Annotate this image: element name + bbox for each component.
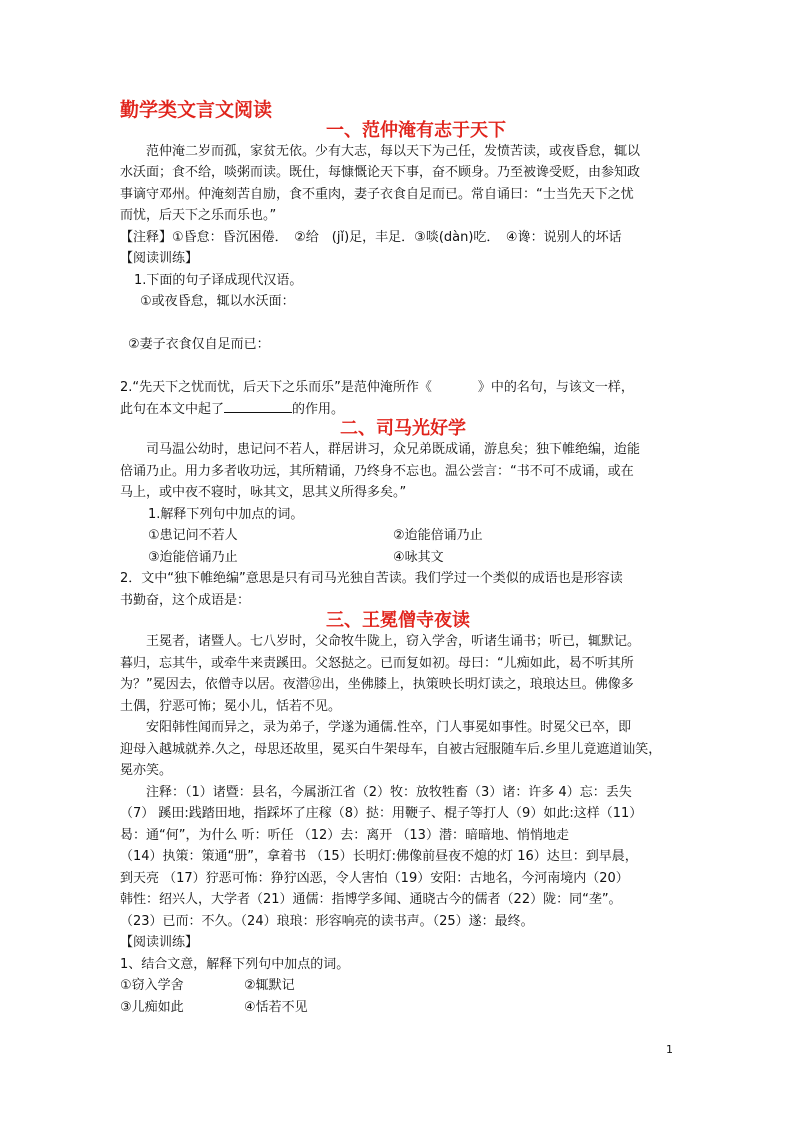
- question-2-part1: 2.“先天下之忧而忧，后天下之乐而乐”是范仲淹所作《: [120, 380, 432, 395]
- question-1: 1.解释下列句中加点的词。: [148, 507, 304, 522]
- passage-line: 司马温公幼时，患记问不若人，群居讲习，众兄弟既成诵，游息矣；独下帷绝编，迨能: [146, 442, 641, 457]
- passage-line: 水沃面；食不给，啖粥而读。既仕，每慷慨论天下事，奋不顾身。乃至被谗受贬，由参知政: [120, 165, 641, 180]
- note-line: （7） 蹊田:践踏田地，指踩坏了庄稼（8）挞：用鞭子、棍子等打人（9）如此:这样（11）: [120, 806, 643, 821]
- passage-line: 土偶，狞恶可怖；冕小儿，恬若不见。: [120, 699, 342, 714]
- passage-line: 事谪守邓州。仲淹刻苦自励，食不重肉，妻子衣食自足而已。常自诵曰：“士当先天下之忧: [120, 187, 634, 202]
- item: ④咏其文: [393, 550, 444, 565]
- passage-line: 马上，或中夜不寝时，咏其文，思其义所得多矣。”: [120, 485, 407, 500]
- training-label: 【阅读训练】: [120, 251, 199, 266]
- document-title: 勤学类文言文阅读: [120, 99, 273, 121]
- page-number: 1: [666, 1043, 673, 1056]
- question-1a: ①或夜昏怠，辄以水沃面：: [140, 294, 295, 309]
- question-2-part2: 》中的名句，与该文一样，: [477, 380, 634, 395]
- section-2-heading: 二、司马光好学: [340, 418, 466, 439]
- note-line: 到天亮 （17）狞恶可怖：狰狞凶恶，令人害怕（19）安阳：古地名，今河南境内（20）: [120, 871, 629, 886]
- item: ②迨能倍诵乃止: [393, 528, 483, 543]
- question-2-line2: [120, 398, 344, 421]
- item: ①患记问不若人: [148, 528, 238, 543]
- question-2-line2-a: 此句在本文中起了: [120, 402, 225, 417]
- item: ③儿痴如此: [120, 1000, 184, 1015]
- note-line: （23）已而：不久。（24）琅琅：形容响亮的读书声。（25）遂：最终。: [120, 914, 534, 929]
- passage-line: 暮归，忘其牛，或牵牛来责蹊田。父怒挞之。已而复如初。母曰：“儿痴如此，曷不听其所: [120, 656, 634, 671]
- note-line: 韩性：绍兴人，大学者（21）通儒：指博学多闻、通晓古今的儒者（22）陇：同“垄”。: [120, 892, 622, 907]
- passage-line: 为？”冕因去，依僧寺以居。夜潜⑫出，坐佛膝上，执策映长明灯读之，琅琅达旦。佛像多: [120, 677, 634, 692]
- question-1b: ②妻子衣食仅自足而已：: [128, 337, 270, 352]
- note-line: （14）执策：策通“册”，拿着书 （15）长明灯:佛像前昼夜不熄的灯 16）达旦：到早晨，: [120, 849, 638, 864]
- passage-line: 王冕者，诸暨人。七八岁时，父命牧牛陇上，窃入学舍，听诸生诵书；听已，辄默记。: [146, 634, 641, 649]
- note-line: 曷：通“何”，为什么 听：听任 （12）去：离开 （13）潜：暗暗地、悄悄地走: [120, 828, 569, 843]
- item: ①窃入学舍: [120, 978, 184, 993]
- passage-line: 倍诵乃止。用力多者收功远，其所精诵，乃终身不忘也。温公尝言：“书不可不成诵，或在: [120, 464, 634, 479]
- training-label: 【阅读训练】: [120, 935, 199, 950]
- section-1-heading: 一、范仲淹有志于天下: [326, 120, 506, 141]
- passage-line: 迎母入越城就养.久之，母思还故里，冕买白牛架母车，自被古冠服随车后.乡里儿竟遮道讪笑，: [120, 742, 662, 757]
- item: ②辄默记: [244, 978, 295, 993]
- section-1-note: 【注释】①昏怠：昏沉困倦． ②给 (jǐ)足，丰足．③啖(dàn)吃． ④谗：说别人的坏话: [120, 230, 622, 245]
- passage-line: 范仲淹二岁而孤，家贫无依。少有大志，每以天下为己任，发愤苦读，或夜昏怠，辄以: [146, 144, 641, 159]
- section-3-heading: 三、王冕僧寺夜读: [326, 610, 470, 631]
- passage-line: 安阳韩性闻而异之，录为弟子，学遂为通儒.性卒，门人事冕如事性。时冕父已卒，即: [146, 720, 632, 735]
- question-2-line2: 书勤奋，这个成语是：: [120, 593, 251, 608]
- question-2-line2-b: 的作用。: [292, 402, 345, 417]
- item: ④恬若不见: [244, 1000, 308, 1015]
- note-line: 注释：（1）诸暨：县名，今属浙江省（2）牧：放牧牲畜（3）诸：许多 4）忘：丢失: [146, 785, 632, 800]
- question-1: 1.下面的句子译成现代汉语。: [134, 273, 303, 288]
- passage-line: 而忧，后天下之乐而乐也。”: [120, 208, 277, 223]
- question-1: 1、结合文意，解释下列句中加点的词。: [120, 957, 350, 972]
- item: ③迨能倍诵乃止: [148, 550, 238, 565]
- passage-line: 冕亦笑。: [120, 763, 173, 778]
- question-2: 2．文中“独下帷绝编”意思是只有司马光独自苦读。我们学过一个类似的成语也是形容读: [120, 571, 623, 586]
- question-2: [120, 377, 634, 399]
- answer-blank[interactable]: [224, 398, 292, 413]
